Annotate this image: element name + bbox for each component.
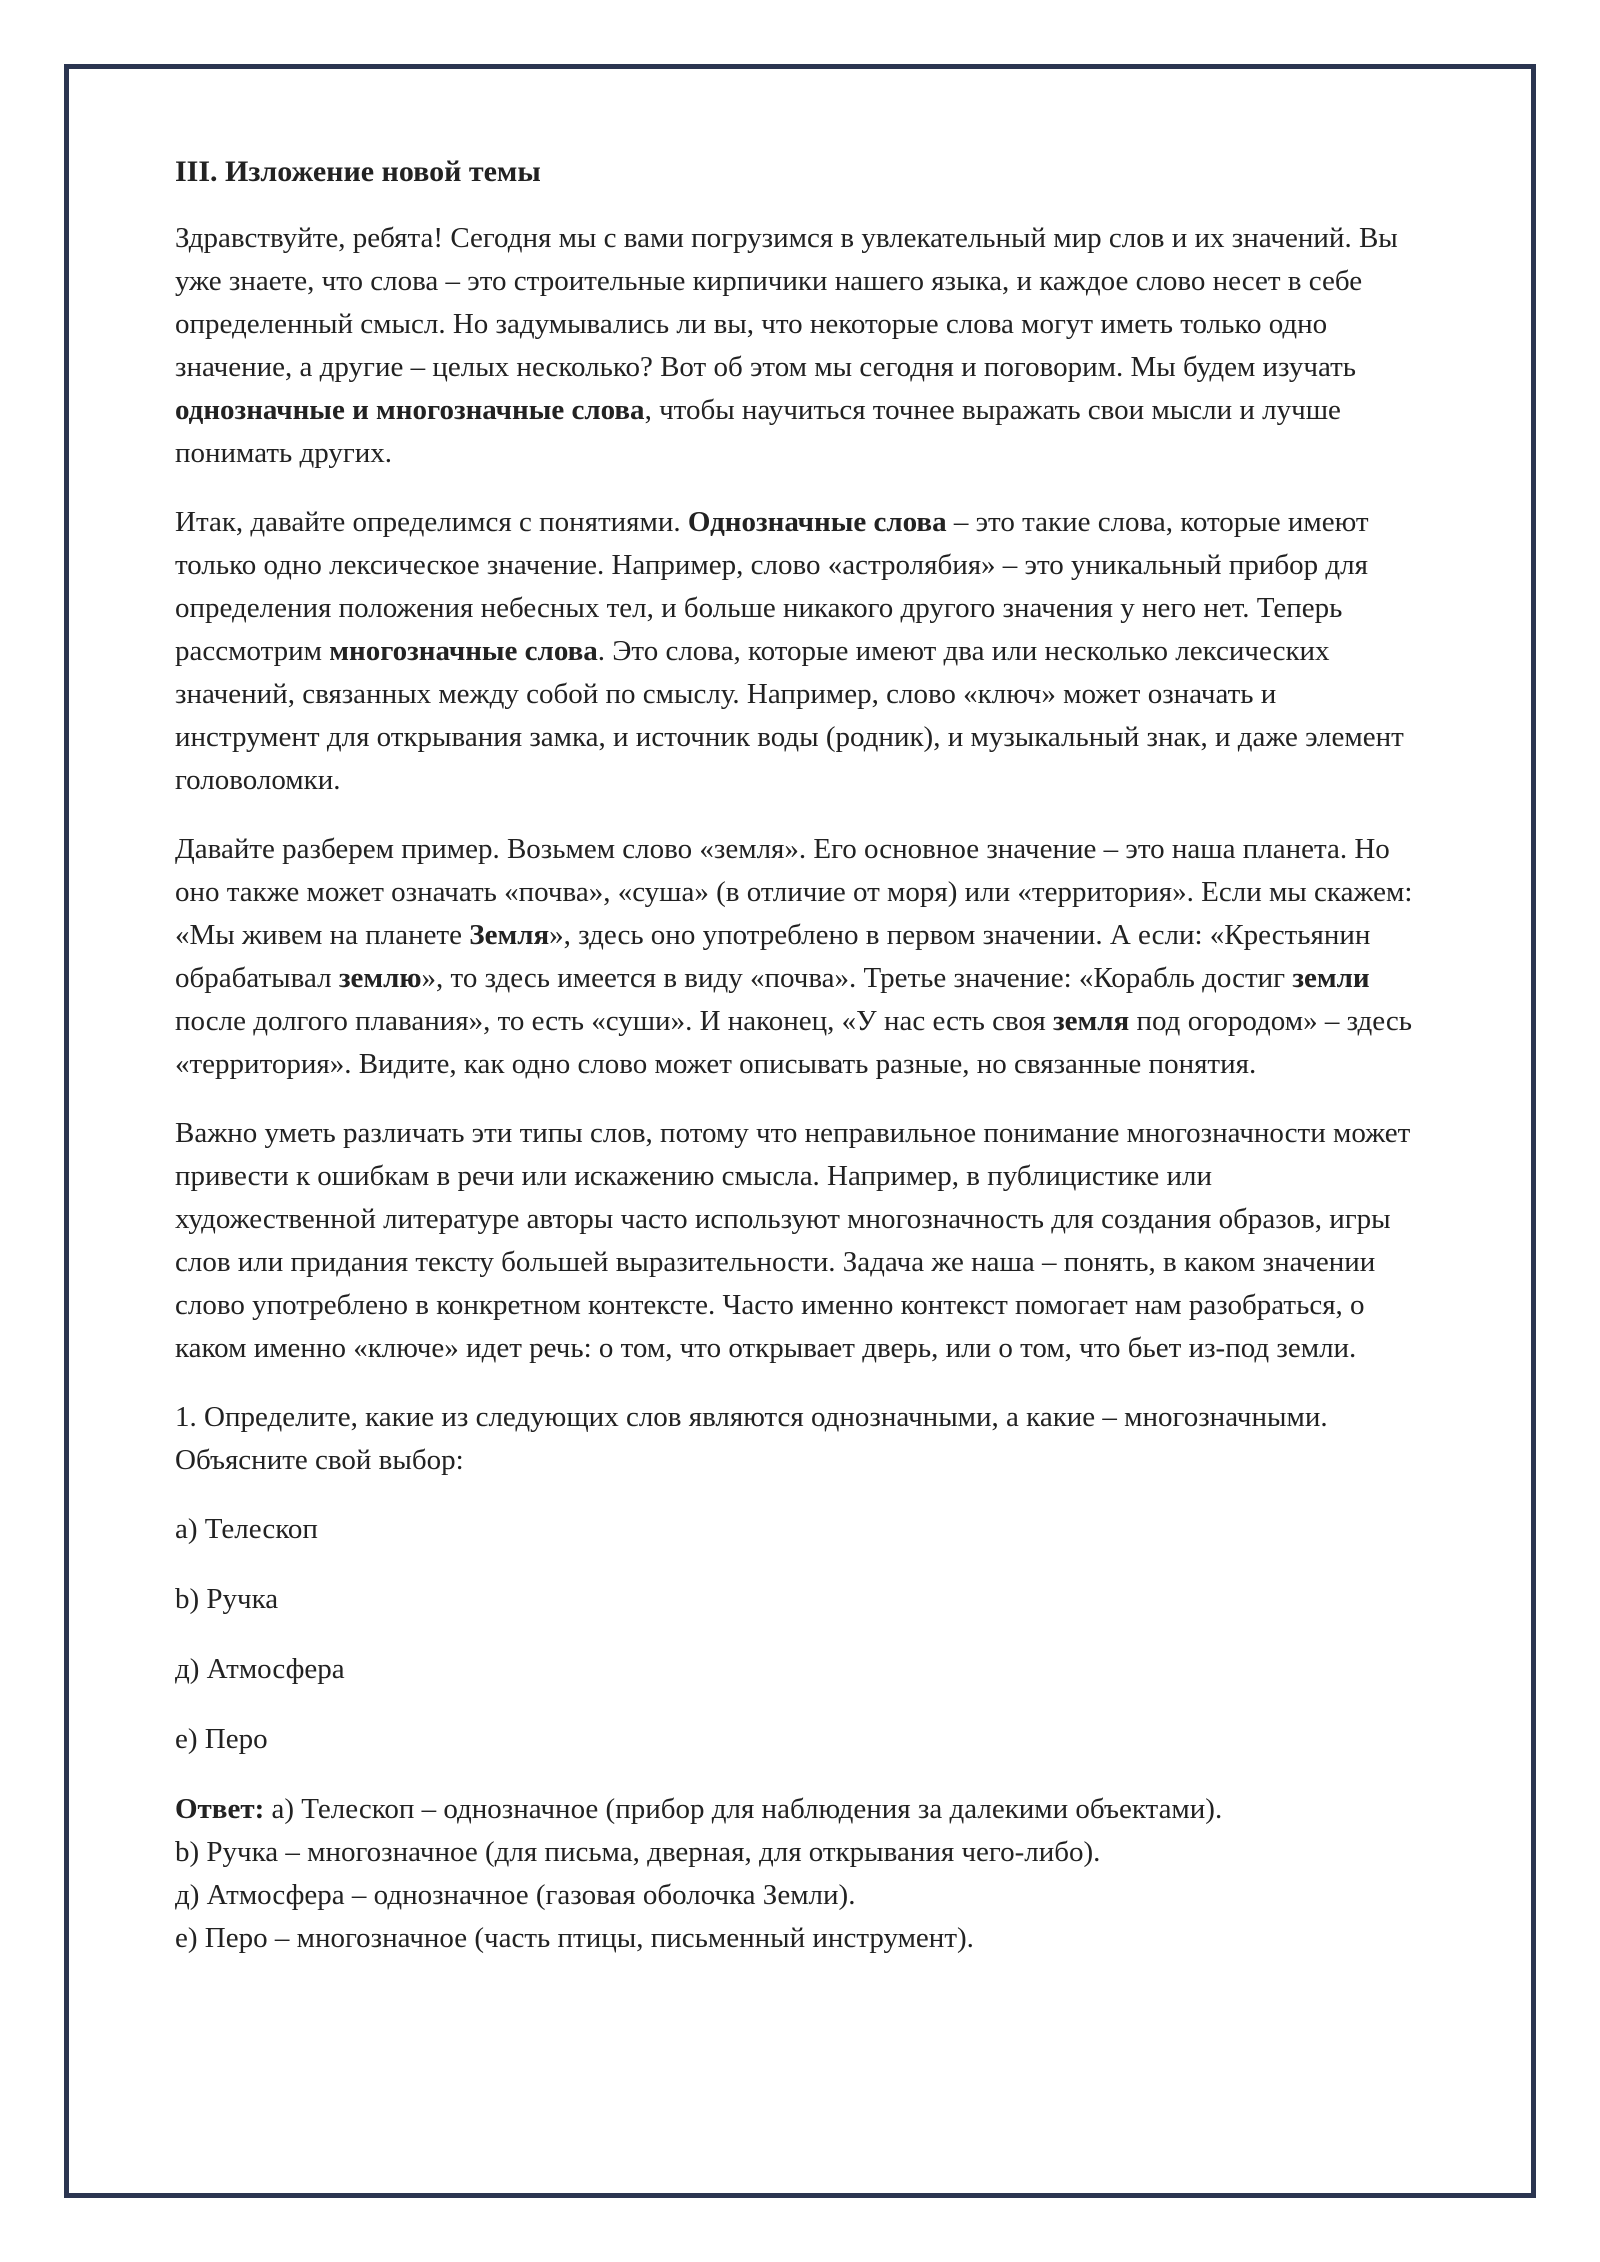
bold-term: многозначные слова — [329, 635, 598, 667]
text-run: Давайте разберем пример. Возьмем слово «земля». Его основное значение – это наша планета. Но оно также может означать «почва», «суша» (в отличие от моря) или «территория». Если мы скажем: «Мы живем на планете — [175, 833, 1413, 951]
text-run: », то здесь имеется в виду «почва». Третье значение: «Корабль достиг — [421, 962, 1293, 994]
paragraph-definitions — [175, 501, 1415, 802]
option-item: а) Телескоп — [175, 1513, 318, 1545]
answer-line — [175, 1788, 1415, 1831]
bold-term: земли — [1292, 962, 1370, 994]
text-run: после долгого плавания», то есть «суши». И наконец, «У нас есть своя — [175, 1005, 1053, 1037]
text-run: а) Телескоп – однозначное (прибор для наблюдения за далекими объектами). — [264, 1793, 1223, 1825]
paragraph-importance: Важно уметь различать эти типы слов, потому что неправильное понимание многозначности может привести к ошибкам в речи или искажению смысла. Например, в публицистике или художественной литературе авторы часто используют многозначность для создания образов, игры слов или придания тексту большей выразительности. Задача же наша – понять, в каком значении слово употреблено в конкретном контексте. Часто именно контекст помогает нам разобраться, о каком именно «ключе» идет речь: о том, что открывает дверь, или о том, что бьет из-под земли. — [175, 1117, 1411, 1364]
paragraph-intro — [175, 217, 1415, 475]
option-item: д) Атмосфера — [175, 1653, 345, 1685]
answer-line: д) Атмосфера – однозначное (газовая оболочка Земли). — [175, 1879, 856, 1911]
answer-label: Ответ: — [175, 1793, 265, 1825]
text-run: Здравствуйте, ребята! Сегодня мы с вами погрузимся в увлекательный мир слов и их значений. Вы уже знаете, что слова – это строительные кирпичики нашего языка, и каждое слово несет в себе определенный смысл. Но задумывались ли вы, что некоторые слова могут иметь только одно значение, а другие – целых несколько? Вот об этом мы сегодня и поговорим. Мы будем изучать — [175, 222, 1398, 383]
answer-line: b) Ручка – многозначное (для письма, дверная, для открывания чего-либо). — [175, 1836, 1101, 1868]
answer-block — [175, 1788, 1415, 1960]
bold-term: Земля — [469, 919, 550, 951]
text-run: – это такие слова, которые имеют только одно лексическое значение. Например, слово «астролябия» – это уникальный прибор для определения положения небесных тел, и больше никакого другого значения у него нет. Теперь рассмотрим — [175, 506, 1369, 667]
bold-term: земля — [1053, 1005, 1130, 1037]
text-run: , чтобы научиться точнее выражать свои мысли и лучше понимать других. — [175, 394, 1341, 469]
answer-line: е) Перо – многозначное (часть птицы, письменный инструмент). — [175, 1922, 974, 1954]
option-item: е) Перо — [175, 1723, 268, 1755]
option-item: b) Ручка — [175, 1583, 279, 1615]
paragraph-example — [175, 828, 1415, 1086]
text-run: под огородом» – здесь «территория». Видите, как одно слово может описывать разные, но связанные понятия. — [175, 1005, 1412, 1080]
section-heading: III. Изложение новой темы — [175, 155, 541, 188]
document-body — [175, 150, 1415, 1960]
text-run: », здесь оно употреблено в первом значении. А если: «Крестьянин обрабатывал — [175, 919, 1371, 994]
task-question: 1. Определите, какие из следующих слов являются однозначными, а какие – многозначными. Объясните свой выбор: — [175, 1401, 1328, 1476]
text-run: Итак, давайте определимся с понятиями. — [175, 506, 688, 538]
bold-term: землю — [338, 962, 422, 994]
bold-term: однозначные и многозначные слова — [175, 394, 645, 426]
text-run: . Это слова, которые имеют два или несколько лексических значений, связанных между собой по смыслу. Например, слово «ключ» может означать и инструмент для открывания замка, и источник воды (родник), и музыкальный знак, и даже элемент головоломки. — [175, 635, 1404, 796]
bold-term: Однозначные слова — [687, 506, 947, 538]
